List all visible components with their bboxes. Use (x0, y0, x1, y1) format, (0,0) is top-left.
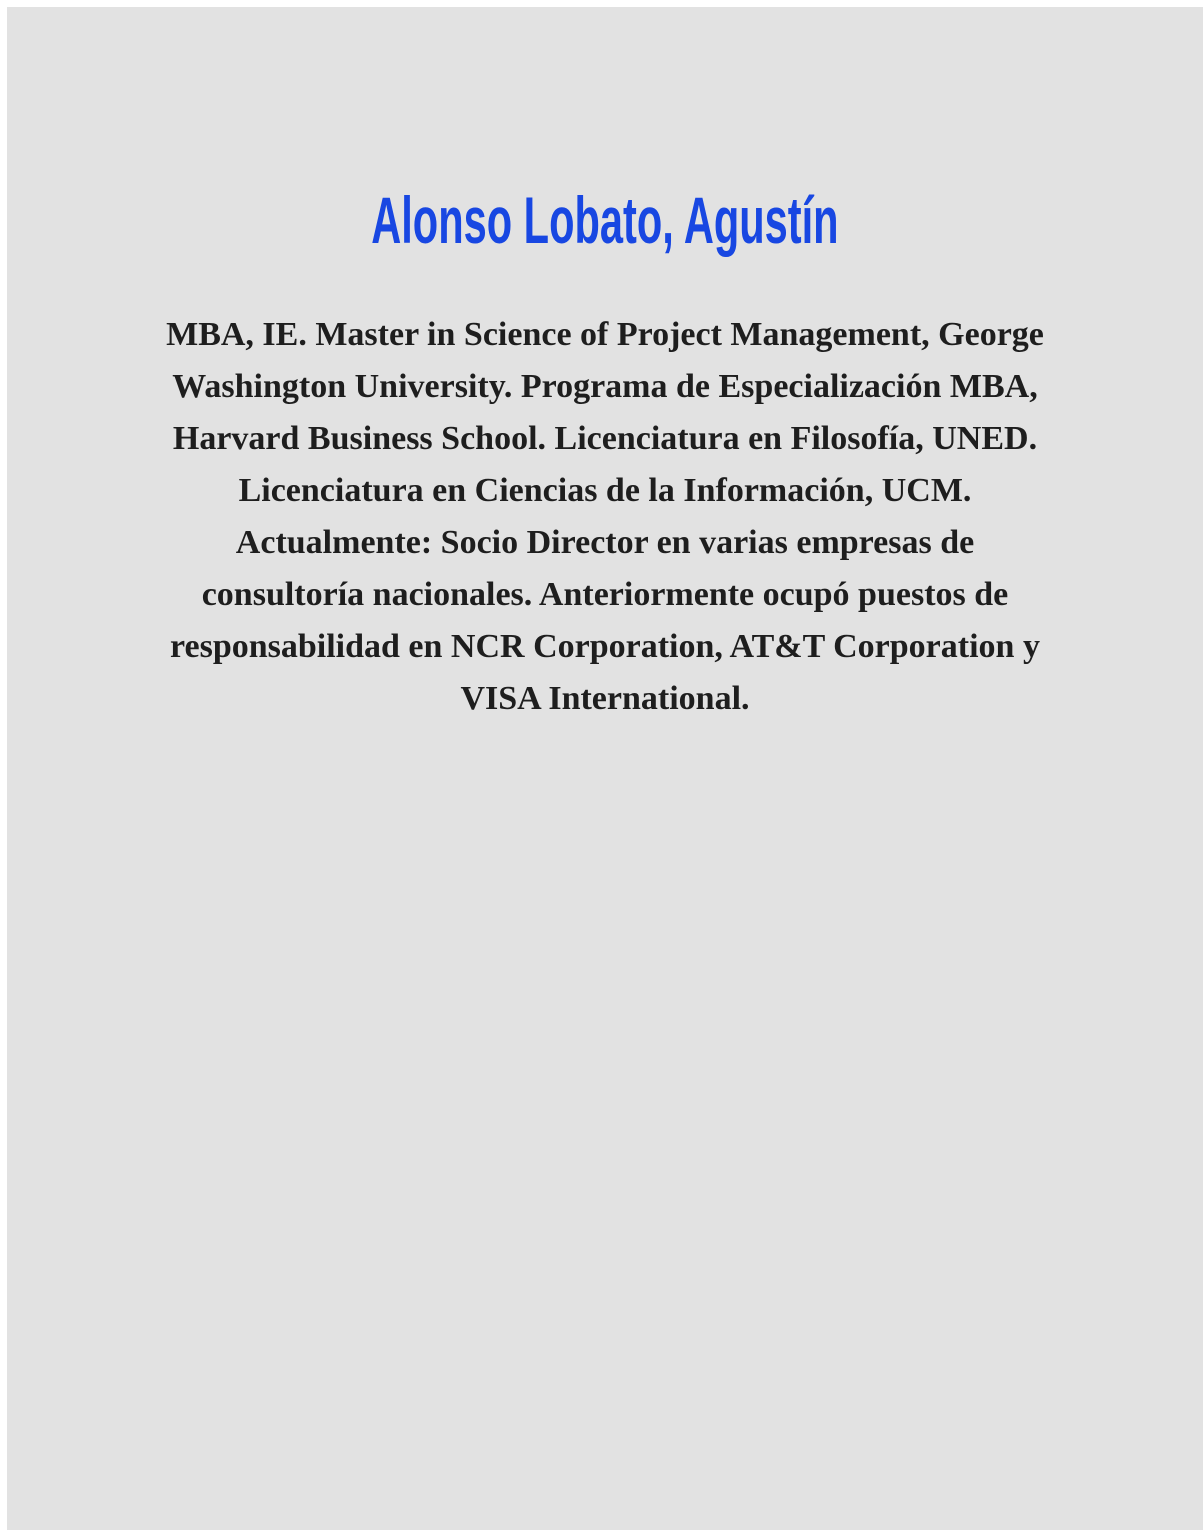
bio-paragraph (7, 309, 1203, 725)
bio-line: Actualmente: Socio Director en varias empresas de (235, 524, 975, 561)
page-title-text: Alonso Lobato, Agustín (371, 183, 839, 257)
bio-line: consultoría nacionales. Anteriormente ocupó puestos de (201, 576, 1009, 613)
bio-line: Licenciatura en Ciencias de la Información, UCM. (238, 472, 972, 509)
page-title (7, 183, 1203, 257)
bio-line: MBA, IE. Master in Science of Project Management, George (166, 316, 1044, 353)
bio-line: Harvard Business School. Licenciatura en Filosofía, UNED. (172, 420, 1038, 457)
bio-line: VISA International. (460, 680, 750, 717)
bio-line: Washington University. Programa de Especialización MBA, (172, 368, 1038, 405)
document-page (7, 7, 1203, 1530)
bio-line: responsabilidad en NCR Corporation, AT&T Corporation y (170, 628, 1040, 665)
